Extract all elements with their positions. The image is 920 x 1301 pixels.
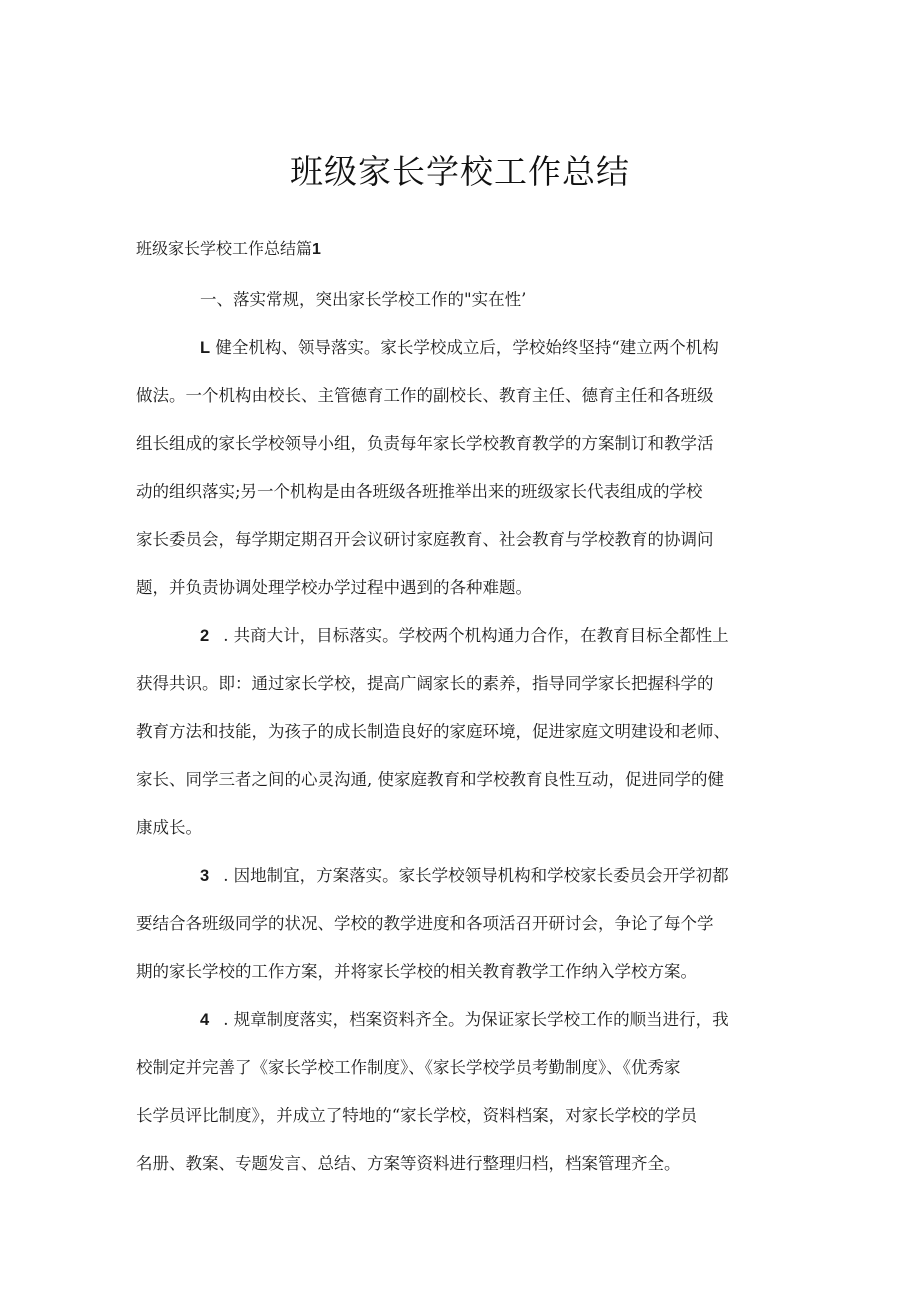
page-title: 班级家长学校工作总结 xyxy=(290,152,630,191)
item-4-number: 4 xyxy=(200,1011,210,1029)
subtitle-text: 班级家长学校工作总结篇 xyxy=(136,239,313,258)
paragraph-line: 要结合各班级同学的状况、学校的教学进度和各项活召开研讨会，争论了每个学 xyxy=(136,914,714,933)
paragraph-line: 动的组织落实;另一个机构是由各班级各班推举出来的班级家长代表组成的学校 xyxy=(136,482,703,501)
paragraph-line: . 因地制宜，方案落实。家长学校领导机构和学校家长委员会开学初都 xyxy=(223,866,729,885)
section-heading: 一、落实常规，突出家长学校工作的"实在性’ xyxy=(200,290,527,309)
paragraph-line: 题，并负责协调处理学校办学过程中遇到的各种难题。 xyxy=(136,578,532,597)
item-2-first-line xyxy=(200,622,729,646)
subtitle-number: 1 xyxy=(312,241,321,258)
item-3-first-line xyxy=(200,862,729,886)
paragraph-line: 教育方法和技能，为孩子的成长制造良好的家庭环境，促进家庭文明建设和老师、 xyxy=(136,722,730,741)
paragraph-line: 家长委员会，每学期定期召开会议研讨家庭教育、社会教育与学校教育的协调问 xyxy=(136,530,714,549)
item-1-first-line xyxy=(200,334,719,358)
document-subtitle xyxy=(136,236,321,259)
paragraph-line: . 规章制度落实，档案资料齐全。为保证家长学校工作的顺当进行，我 xyxy=(223,1010,729,1029)
paragraph-line: 健全机构、领导落实。家长学校成立后，学校始终坚持“建立两个机构 xyxy=(215,338,719,357)
paragraph-line: 康成长。 xyxy=(136,818,202,837)
paragraph-line: 长学员评比制度》，并成立了特地的“家长学校，资料档案，对家长学校的学员 xyxy=(136,1106,698,1125)
item-2-number: 2 xyxy=(200,627,210,645)
paragraph-line: 做法。一个机构由校长、主管德育工作的副校长、教育主任、德育主任和各班级 xyxy=(136,386,714,405)
paragraph-line: 组长组成的家长学校领导小组，负责每年家长学校教育教学的方案制订和教学活 xyxy=(136,434,714,453)
paragraph-line: 获得共识。即：通过家长学校，提高广阔家长的素养，指导同学家长把握科学的 xyxy=(136,674,714,693)
item-1-number: L xyxy=(200,339,211,357)
paragraph-line: 家长、同学三者之间的心灵沟通, 使家庭教育和学校教育良性互动，促进同学的健 xyxy=(136,770,724,789)
item-3-number: 3 xyxy=(200,867,210,885)
paragraph-line: . 共商大计，目标落实。学校两个机构通力合作，在教育目标全都性上 xyxy=(223,626,729,645)
paragraph-line: 校制定并完善了《家长学校工作制度》、《家长学校学员考勤制度》、《优秀家 xyxy=(136,1058,681,1077)
item-4-first-line xyxy=(200,1006,729,1030)
paragraph-line: 期的家长学校的工作方案，并将家长学校的相关教育教学工作纳入学校方案。 xyxy=(136,962,697,981)
paragraph-line: 名册、教案、专题发言、总结、方案等资料进行整理归档，档案管理齐全。 xyxy=(136,1154,681,1173)
